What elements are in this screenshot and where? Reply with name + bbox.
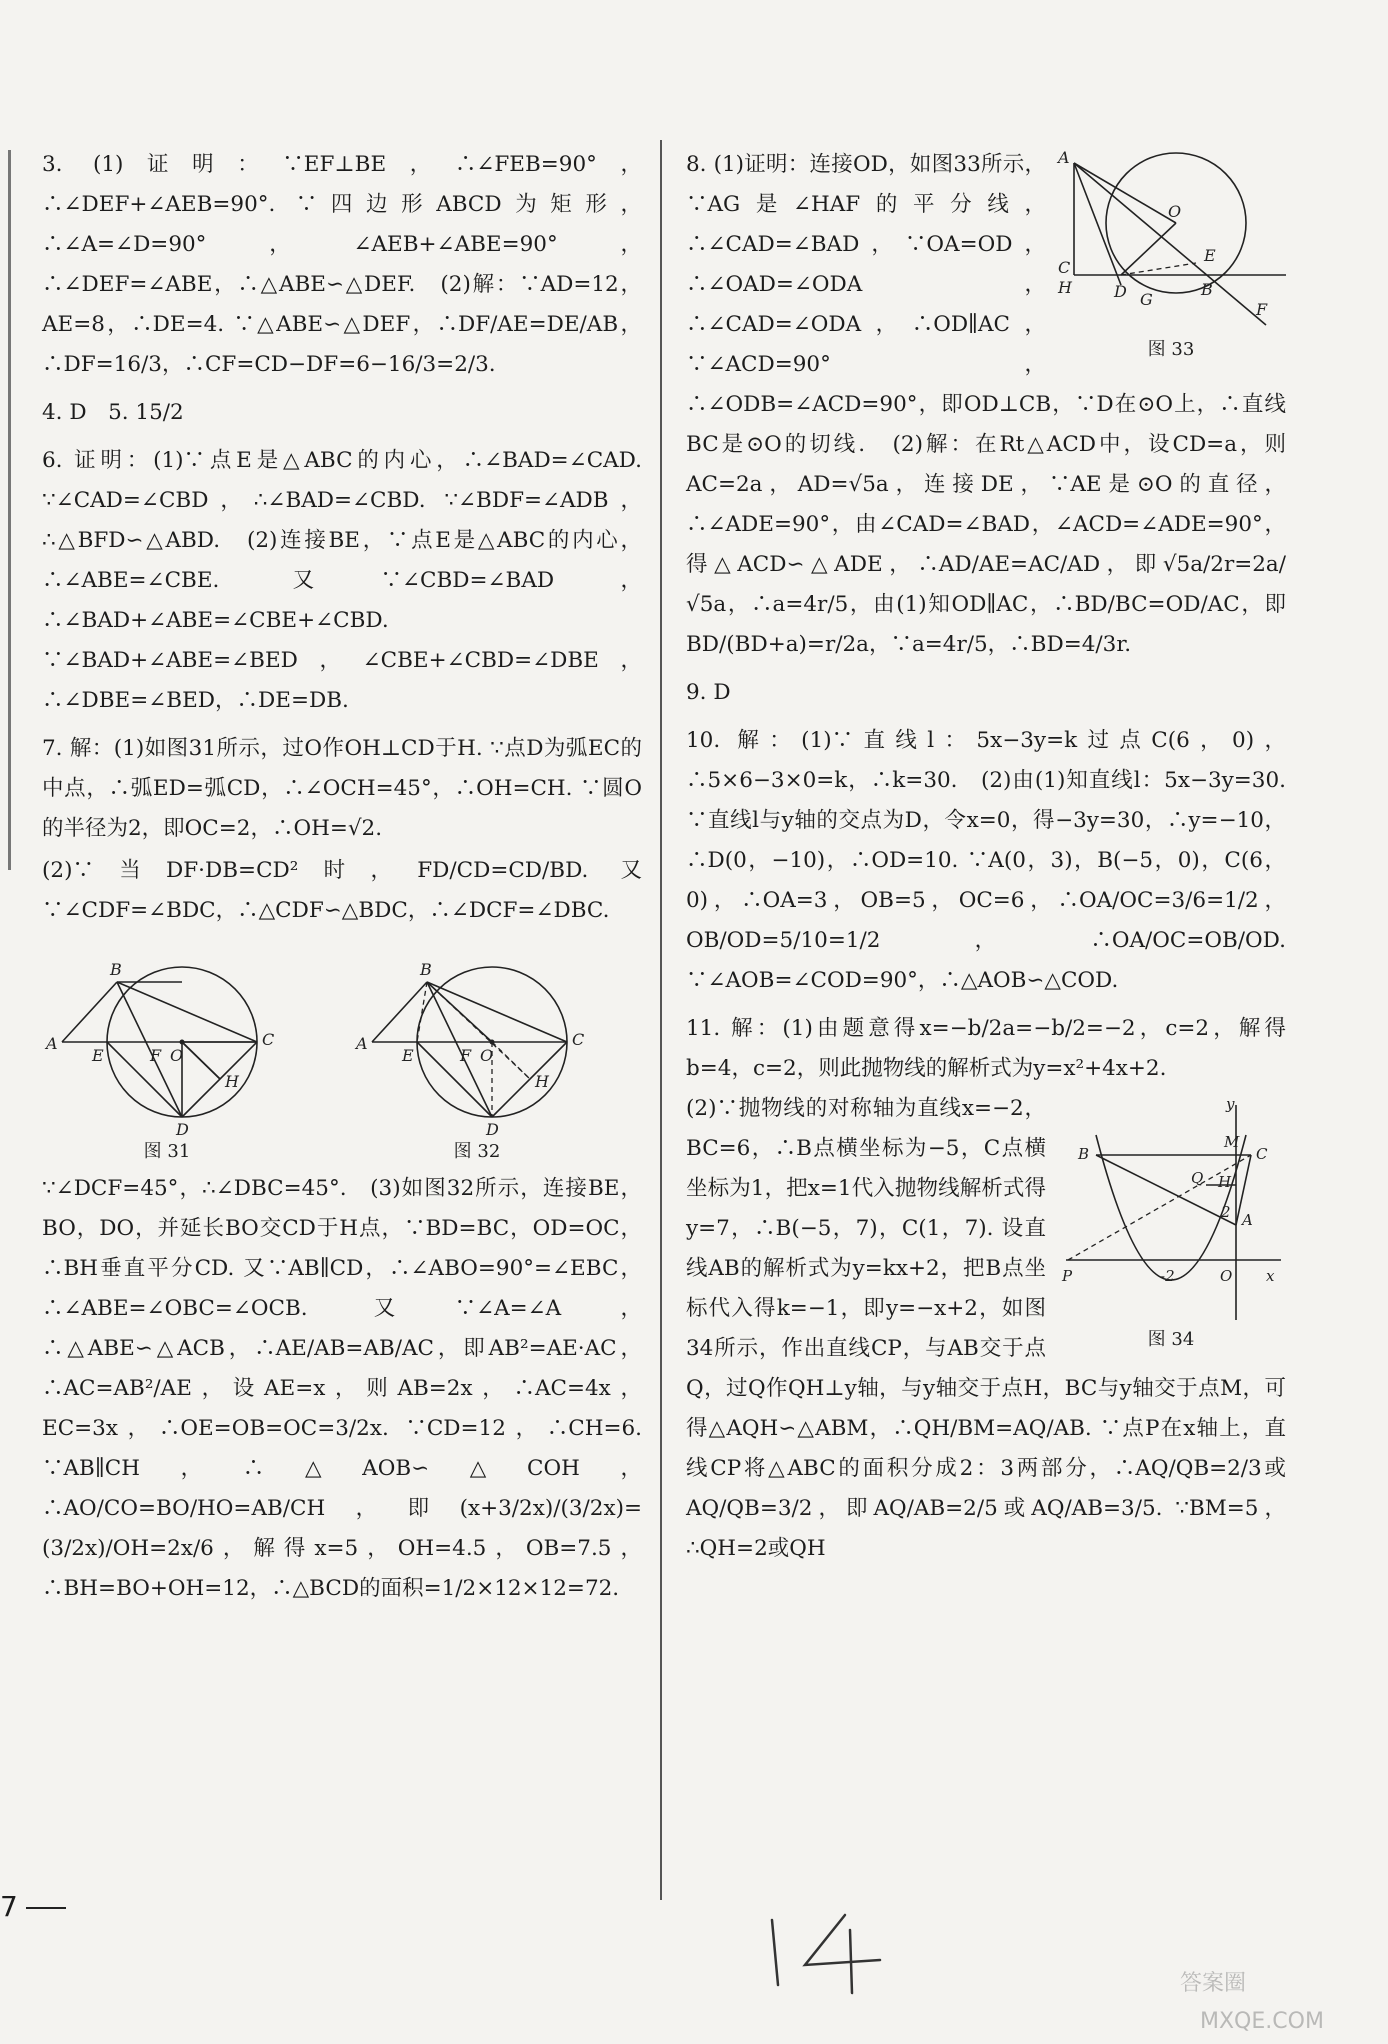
fig33-label-B: B (1201, 280, 1213, 299)
fig34-label-A: A (1242, 1211, 1253, 1229)
watermark-text-top: 答案圈 (1180, 1971, 1247, 1996)
fig32-label-D: D (486, 1120, 499, 1137)
handwritten-note-text: 14 (750, 1905, 752, 1906)
fig33-label-E: E (1204, 246, 1216, 265)
fig32-label-O: O (480, 1046, 494, 1065)
fig33-label-O: O (1168, 202, 1182, 221)
answer-11-part2: (2)∵抛物线的对称轴为直线x=−2，BC=6，∴B点横坐标为−5，C点横坐标为1，把x=1代入抛物线解析式得y=7，∴B(−5，7)，C(1，7). 设直线AB的解析式为y=kx+2，把B点坐标代入得k=−1，即y=−x+2，如图34所示，作出直线CP，与AB交于点Q，过Q作QH⊥y轴，与y轴交于点H，BC与y轴交于点M，可得△AQH∽△ABM，∴QH/BM=AQ/AB. ∵点P在x轴上，直线CP将△ABC的面积分成2：3两部分，∴AQ/QB=2/3或AQ/QB=3/2，即AQ/AB=2/5或AQ/AB=3/5. ∵BM=5，∴QH=2或QH (686, 1096, 1286, 1561)
answer-6: 6. 证明：(1)∵点E是△ABC的内心，∴∠BAD=∠CAD. ∵∠CAD=∠CBD，∴∠BAD=∠CBD. ∵∠BDF=∠ADB，∴△BFD∽△ABD. (2)连接BE，∵点E是△ABC的内心，∴∠ABE=∠CBE. 又∵∠CBD=∠BAD，∴∠BAD+∠ABE=∠CBE+∠CBD. ∵∠BAD+∠ABE=∠BED，∠CBE+∠CBD=∠DBE，∴∠DBE=∠BED，∴DE=DB. (42, 448, 642, 713)
fig32-label-C: C (572, 1030, 585, 1049)
fig34-label-H: H (1218, 1173, 1232, 1191)
fig34-label-O: O (1220, 1267, 1233, 1285)
fig34-label-M: M (1224, 1133, 1240, 1151)
column-divider (660, 140, 662, 1900)
fig34-label-P: P (1062, 1267, 1073, 1285)
fig34-label-x: x (1266, 1267, 1275, 1285)
fig31-label-F: F (150, 1046, 162, 1065)
fig34-label-y: y (1226, 1095, 1235, 1113)
answer-7-part2: (2)∵当DF·DB=CD²时，FD/CD=CD/BD. 又∵∠CDF=∠BDC，∴△CDF∽△BDC，∴∠DCF=∠DBC. (42, 858, 642, 923)
fig33-label-C: C (1058, 258, 1071, 277)
fig31-label-H: H (225, 1072, 239, 1091)
fig33-label-D: D (1114, 282, 1127, 301)
fig32-label-H: H (535, 1072, 549, 1091)
fig34-label-2: 2 (1221, 1203, 1231, 1221)
fig33-label-H: H (1058, 278, 1072, 297)
fig31-label-D: D (176, 1120, 189, 1137)
fig34-label-B: B (1078, 1145, 1090, 1163)
fig31-label-B: B (110, 960, 122, 979)
answer-10: 10. 解：(1)∵直线l：5x−3y=k过点C(6，0)，∴5×6−3×0=k，∴k=30. (2)由(1)知直线l：5x−3y=30. ∵直线l与y轴的交点为D，令x=0，得−3y=30，∴y=−10，∴D(0，−10)，∴OD=10. ∵A(0，3)，B(−5，0)，C(6，0)，∴OA=3，OB=5，OC=6，∴OA/OC=3/6=1/2，OB/OD=5/10=1/2，∴OA/OC=OB/OD. ∵∠AOB=∠COD=90°，∴△AOB∽△COD. (686, 728, 1286, 993)
answer-7-part1: 7. 解：(1)如图31所示，过O作OH⊥CD于H. ∵点D为弧EC的中点，∴弧ED=弧CD，∴∠OCH=45°，∴OH=CH. ∵圆O的半径为2，即OC=2，∴OH=√2. (42, 736, 642, 841)
fig31-label-E: E (92, 1046, 104, 1065)
fig34-label-C: C (1256, 1145, 1268, 1163)
figure-31-diagram (42, 937, 292, 1137)
answer-3: 3. (1)证明：∵EF⊥BE，∴∠FEB=90°，∴∠DEF+∠AEB=90°. ∵四边形ABCD为矩形，∴∠A=∠D=90°，∠AEB+∠ABE=90°，∴∠DEF=∠ABE，∴△ABE∽△DEF. (2)解：∵AD=12，AE=8，∴DE=4. ∵△ABE∽△DEF，∴DF/AE=DE/AB，∴DF=16/3，∴CF=CD−DF=6−16/3=2/3. (42, 152, 642, 377)
handwritten-note (750, 1905, 930, 1995)
fig32-label-F: F (460, 1046, 472, 1065)
figure-33-diagram (1056, 145, 1286, 335)
watermark-logo (1170, 1950, 1380, 2040)
figure-34 (1056, 1095, 1286, 1351)
fig32-label-B: B (420, 960, 432, 979)
binding-edge (8, 150, 11, 870)
fig31-label-O: O (170, 1046, 184, 1065)
figure-32 (352, 937, 602, 1163)
answer-9: 9. D (686, 680, 731, 705)
fig32-label-A: A (356, 1034, 368, 1053)
figure-33-caption: 图 33 (1147, 339, 1195, 360)
fig31-label-A: A (46, 1034, 58, 1053)
answer-7-part3: ∵∠DCF=45°，∴∠DBC=45°. (3)如图32所示，连接BE，BO，DO，并延长BO交CD于H点，∵BD=BC，OD=OC，∴BH垂直平分CD. 又∵AB∥CD，∴∠ABO=90°=∠EBC，∴∠ABE=∠OBC=∠OCB. 又∵∠A=∠A，∴△ABE∽△ACB，∴AE/AB=AB/AC，即AB²=AE·AC，∴AC=AB²/AE，设AE=x，则AB=2x，∴AC=4x，EC=3x，∴OE=OB=OC=3/2x. ∵CD=12，∴CH=6. ∵AB∥CH，∴△AOB∽△COH，∴AO/CO=BO/HO=AB/CH，即(x+3/2x)/(3/2x)=(3/2x)/OH=2x/6，解得x=5，OH=4.5，OB=7.5，∴BH=BO+OH=12，∴△BCD的面积=1/2×12×12=72. (42, 1176, 642, 1601)
answer-4-5: 4. D 5. 15/2 (42, 400, 184, 425)
page-number: 7 (0, 1890, 66, 1923)
figure-31-caption: 图 31 (143, 1141, 191, 1162)
figure-34-caption: 图 34 (1147, 1329, 1195, 1350)
figure-31 (42, 937, 292, 1163)
answer-8: 8. (1)证明：连接OD，如图33所示，∵AG是∠HAF的平分线，∴∠CAD=∠BAD，∵OA=OD，∴∠OAD=∠ODA，∴∠CAD=∠ODA，∴OD∥AC，∵∠ACD=90°，∴∠ODB=∠ACD=90°，即OD⊥CB，∵D在⊙O上，∴直线BC是⊙O的切线. (2)解：在Rt△ACD中，设CD=a，则AC=2a，AD=√5a，连接DE，∵AE是⊙O的直径，∴∠ADE=90°，由∠CAD=∠BAD，∠ACD=∠ADE=90°，得△ACD∽△ADE，∴AD/AE=AC/AD，即√5a/2r=2a/√5a，∴a=4r/5，由(1)知OD∥AC，∴BD/BC=OD/AC，即BD/(BD+a)=r/2a，∵a=4r/5，∴BD=4/3r. (686, 152, 1286, 657)
fig31-label-C: C (262, 1030, 275, 1049)
figure-34-diagram (1056, 1095, 1286, 1325)
fig34-label-minus2: -2 (1160, 1267, 1175, 1285)
figure-33 (1056, 145, 1286, 361)
fig32-label-E: E (402, 1046, 414, 1065)
fig33-label-A: A (1058, 148, 1070, 167)
left-column (42, 145, 642, 1609)
figure-32-caption: 图 32 (453, 1141, 501, 1162)
right-column (686, 145, 1286, 1569)
figure-32-diagram (352, 937, 602, 1137)
figures-31-32 (42, 937, 602, 1163)
fig33-label-G: G (1140, 290, 1153, 309)
watermark-text-bottom: MXQE.COM (1200, 2009, 1324, 2034)
fig33-label-F: F (1256, 300, 1268, 319)
answer-11-part1: 11. 解：(1)由题意得x=−b/2a=−b/2=−2，c=2，解得b=4，c=2，则此抛物线的解析式为y=x²+4x+2. (686, 1016, 1286, 1081)
fig34-label-Q: Q (1191, 1169, 1204, 1187)
